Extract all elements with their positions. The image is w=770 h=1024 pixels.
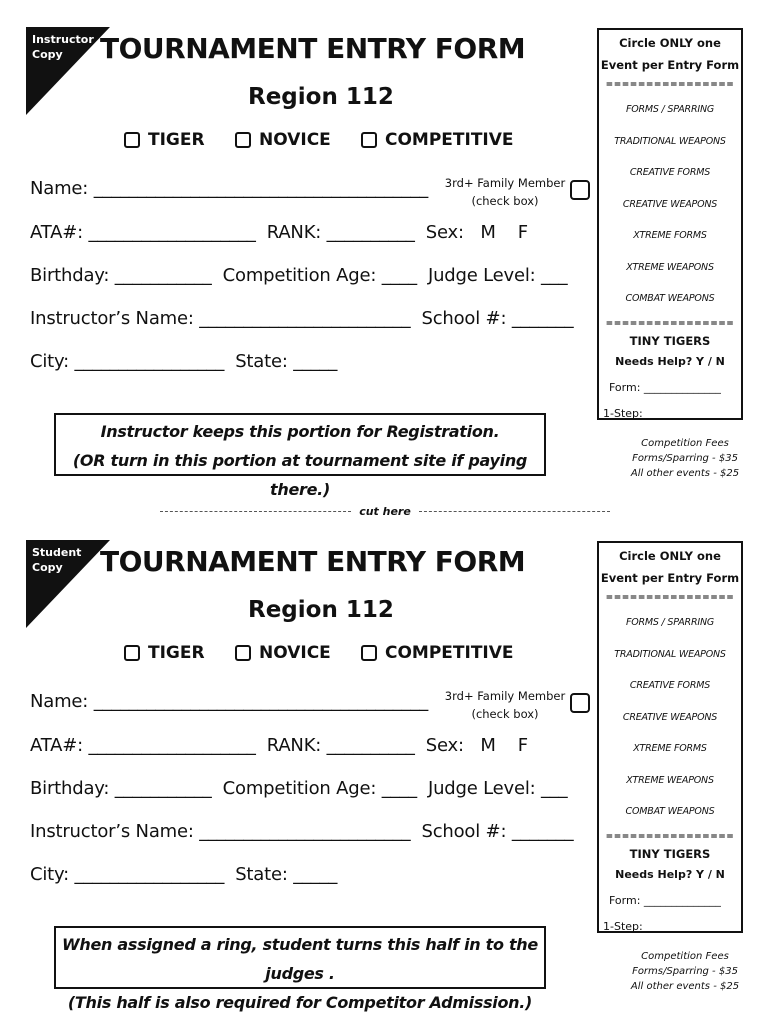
form-title: TOURNAMENT ENTRY FORM <box>100 545 526 578</box>
fees-line2: All other events - $25 <box>630 468 740 479</box>
region-label: Region 112 <box>248 597 394 623</box>
region-label: Region 112 <box>248 84 394 110</box>
tiger-label: TIGER <box>148 130 205 150</box>
family-member-line2: (check box) <box>471 707 539 721</box>
birthday-age-judge-field[interactable]: Birthday: ___________ Competition Age: ____ Judge Level: ___ <box>30 778 568 799</box>
name-field[interactable]: Name: ______________________________________ <box>30 178 429 199</box>
competitive-checkbox[interactable] <box>361 132 377 148</box>
event-creative-weapons[interactable]: CREATIVE WEAPONS <box>622 198 718 210</box>
tiny-tigers-label: TINY TIGERS <box>629 333 711 348</box>
needs-help-field[interactable]: Needs Help? Y / N <box>615 867 725 881</box>
family-member-line1: 3rd+ Family Member <box>444 176 566 190</box>
event-combat-weapons[interactable]: COMBAT WEAPONS <box>625 293 715 304</box>
competitive-label: COMPETITIVE <box>385 643 514 663</box>
family-member-checkbox[interactable] <box>570 180 590 200</box>
panel-header1: Circle ONLY one <box>619 549 721 563</box>
cut-dash-left <box>160 511 351 512</box>
student-copy-corner <box>26 540 110 628</box>
panel-header2: Event per Entry Form <box>600 571 740 585</box>
needs-help-field[interactable]: Needs Help? Y / N <box>615 354 725 368</box>
event-traditional-weapons[interactable]: TRADITIONAL WEAPONS <box>614 648 726 660</box>
competitive-checkbox[interactable] <box>361 645 377 661</box>
tiger-label: TIGER <box>148 643 205 663</box>
cut-label: cut here <box>359 505 411 518</box>
copy-label: Instructor Copy <box>32 33 94 61</box>
division-novice[interactable] <box>235 130 331 150</box>
birthday-age-judge-field[interactable]: Birthday: ___________ Competition Age: ____ Judge Level: ___ <box>30 265 568 286</box>
division-tiger[interactable] <box>124 643 205 663</box>
division-competitive[interactable] <box>361 130 514 150</box>
one-step-field[interactable]: 1-Step: ______________ <box>603 406 724 420</box>
panel-separator: ================ <box>605 831 735 842</box>
instructor-school-field[interactable]: Instructor’s Name: ________________________ School #: _______ <box>30 821 574 842</box>
student-notice <box>54 926 546 1012</box>
tiny-form-field[interactable]: Form: ______________ <box>609 380 721 394</box>
novice-checkbox[interactable] <box>235 132 251 148</box>
instructor-school-field[interactable]: Instructor’s Name: ________________________ School #: _______ <box>30 308 574 329</box>
notice-line1: When assigned a ring, student turns this half in to the judges . <box>62 935 538 983</box>
event-panel <box>597 541 743 933</box>
fees-line1: Forms/Sparring - $35 <box>632 453 738 464</box>
fees-line2: All other events - $25 <box>630 981 740 992</box>
competitive-label: COMPETITIVE <box>385 130 514 150</box>
event-creative-weapons[interactable]: CREATIVE WEAPONS <box>622 711 718 723</box>
name-field[interactable]: Name: ______________________________________ <box>30 691 429 712</box>
panel-separator: ================ <box>605 593 735 603</box>
event-creative-forms[interactable]: CREATIVE FORMS <box>629 167 711 178</box>
notice-line2: (OR turn in this portion at tournament site if paying there.) <box>72 451 528 499</box>
family-member-label <box>440 687 570 723</box>
competition-fees <box>597 436 770 481</box>
city-state-field[interactable]: City: _________________ State: _____ <box>30 351 338 372</box>
event-xtreme-forms[interactable]: XTREME FORMS <box>633 230 707 241</box>
event-xtreme-weapons[interactable]: XTREME WEAPONS <box>626 774 714 786</box>
cut-dash-right <box>419 511 610 512</box>
family-member-line1: 3rd+ Family Member <box>444 689 566 703</box>
fees-title: Competition Fees <box>641 951 729 962</box>
event-combat-weapons[interactable]: COMBAT WEAPONS <box>625 806 715 817</box>
tiny-form-field[interactable]: Form: ______________ <box>609 893 721 907</box>
division-novice[interactable] <box>235 643 331 663</box>
novice-checkbox[interactable] <box>235 645 251 661</box>
fees-line1: Forms/Sparring - $35 <box>632 966 738 977</box>
competition-fees <box>597 949 770 994</box>
event-panel <box>597 28 743 420</box>
novice-label: NOVICE <box>259 643 331 663</box>
division-tiger[interactable] <box>124 130 205 150</box>
tiger-checkbox[interactable] <box>124 645 140 661</box>
event-creative-forms[interactable]: CREATIVE FORMS <box>629 680 711 691</box>
event-forms-sparring[interactable]: FORMS / SPARRING <box>625 617 715 628</box>
panel-separator: ================ <box>605 80 735 90</box>
tiny-tigers-label: TINY TIGERS <box>629 846 711 861</box>
fees-title: Competition Fees <box>641 438 729 449</box>
event-forms-sparring[interactable]: FORMS / SPARRING <box>625 104 715 115</box>
division-competitive[interactable] <box>361 643 514 663</box>
one-step-field[interactable]: 1-Step: ______________ <box>603 919 724 933</box>
form-title: TOURNAMENT ENTRY FORM <box>100 32 526 65</box>
student-copy-section <box>0 513 770 1023</box>
instructor-notice <box>54 413 546 499</box>
panel-header1: Circle ONLY one <box>619 36 721 50</box>
novice-label: NOVICE <box>259 130 331 150</box>
city-state-field[interactable]: City: _________________ State: _____ <box>30 864 338 885</box>
panel-separator: ================ <box>605 318 735 329</box>
event-xtreme-forms[interactable]: XTREME FORMS <box>633 743 707 754</box>
event-traditional-weapons[interactable]: TRADITIONAL WEAPONS <box>614 135 726 147</box>
event-xtreme-weapons[interactable]: XTREME WEAPONS <box>626 261 714 273</box>
notice-line1: Instructor keeps this portion for Registration. <box>100 422 500 441</box>
family-member-checkbox[interactable] <box>570 693 590 713</box>
panel-header2: Event per Entry Form <box>600 58 740 72</box>
ata-rank-sex-field[interactable]: ATA#: ___________________ RANK: __________ Sex: M F <box>30 735 528 756</box>
family-member-line2: (check box) <box>471 194 539 208</box>
notice-line2: (This half is also required for Competitor Admission.) <box>67 993 533 1012</box>
tiger-checkbox[interactable] <box>124 132 140 148</box>
instructor-copy-corner <box>26 27 110 115</box>
copy-label: Student Copy <box>32 546 82 574</box>
family-member-label <box>440 174 570 210</box>
ata-rank-sex-field[interactable]: ATA#: ___________________ RANK: __________ Sex: M F <box>30 222 528 243</box>
